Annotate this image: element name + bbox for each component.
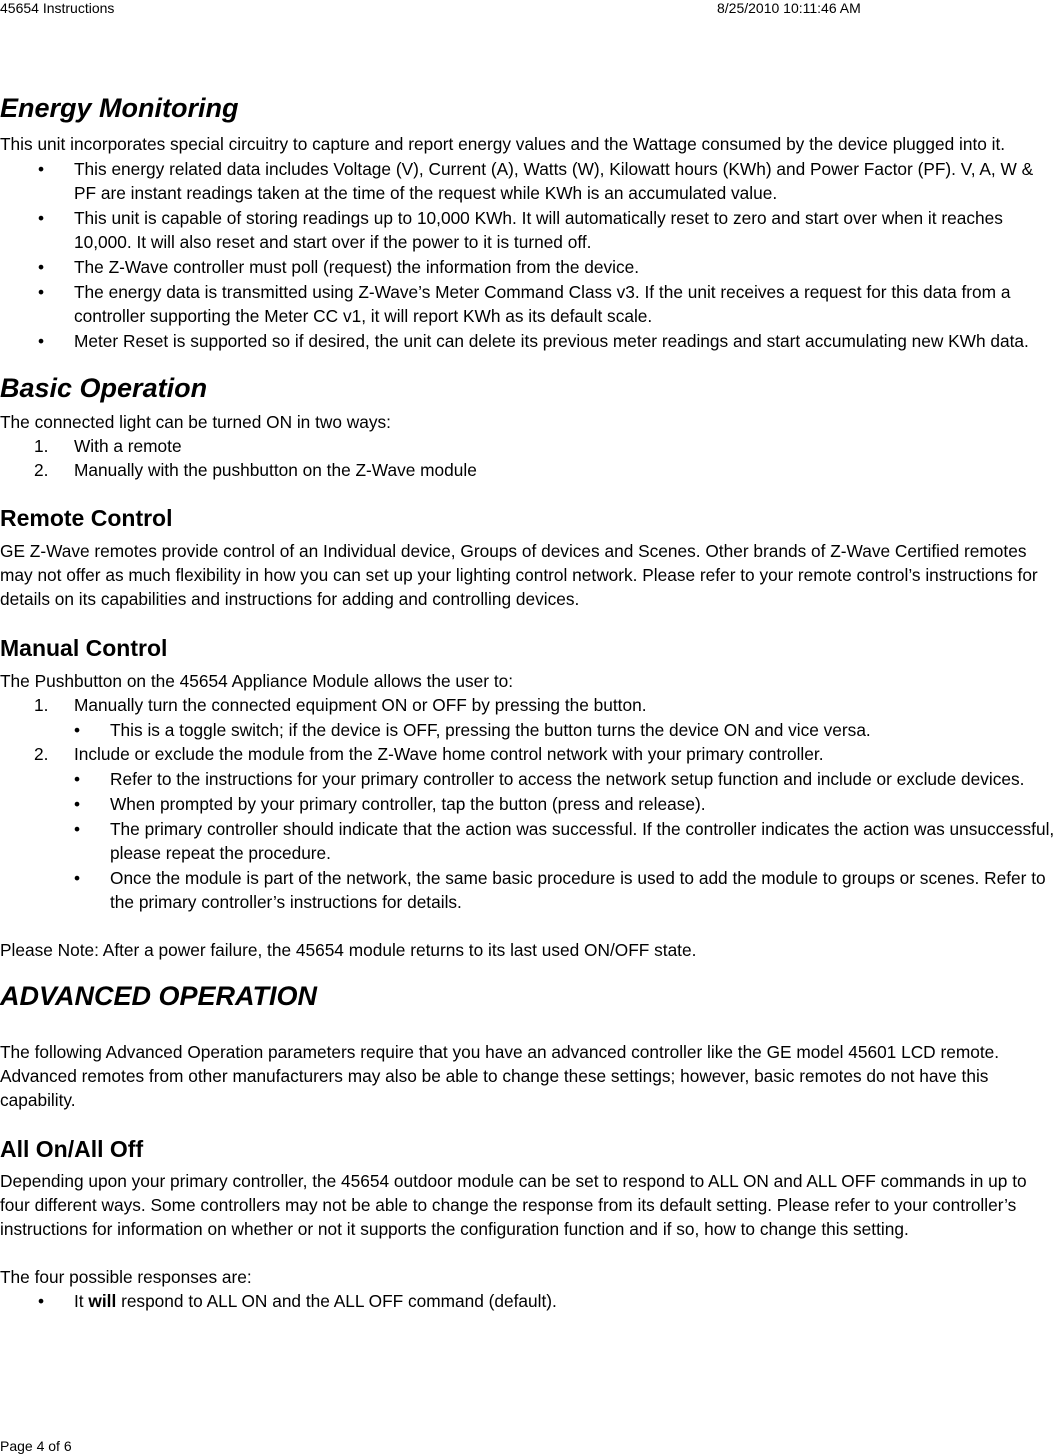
list-text: With a remote [74,436,182,456]
page-header [0,0,1058,18]
advanced-text: The following Advanced Operation parameters require that you have an advanced controller like the GE model 45601 LCD remote. Advanced remotes from other manufacturers may also be able to change these settings; however, basic remotes do not have this capability. [0,1042,1000,1110]
list-text: Manually with the pushbutton on the Z-Wave module [74,460,477,480]
basic-list-item [0,458,1058,482]
response-emphasis: will [88,1291,117,1311]
manual-sub-bullet: • Once the module is part of the network, the same basic procedure is used to add the module to groups or scenes. Refer to the primary controller’s instructions for details. [0,866,1058,914]
manual-list-item-1 [0,693,1058,717]
remote-control-text: GE Z-Wave remotes provide control of an Individual device, Groups of devices and Scenes. Other brands of Z-Wave Certified remotes may not offer as much flexibility in how you can set up your lighting control network. Please refer to your remote control’s instructions for details on its capabilities and instructions for adding and controlling devices. [0,541,1038,609]
energy-bullet-list [0,157,1058,353]
remote-control-heading: Remote Control [0,505,173,531]
list-number: 1. [34,695,49,715]
advanced-operation-heading: ADVANCED OPERATION [0,981,318,1011]
manual-sub-bullet: • Refer to the instructions for your primary controller to access the network setup function and include or exclude devices. [0,767,1058,791]
list-number: 2. [34,744,49,764]
energy-bullet: • Meter Reset is supported so if desired, the unit can delete its previous meter readings and start accumulating new KWh data. [0,329,1058,353]
list-text: Manually turn the connected equipment ON or OFF by pressing the button. [74,695,647,715]
manual-item2-bullets [0,767,1058,914]
energy-bullet: • The energy data is transmitted using Z-Wave’s Meter Command Class v3. If the unit receives a request for this data from a controller supporting the Meter CC v1, it will report KWh as its default scale. [0,280,1058,328]
all-on-all-off-heading: All On/All Off [0,1136,144,1162]
manual-control-heading: Manual Control [0,635,168,661]
manual-list-item-2 [0,742,1058,766]
basic-operation-heading: Basic Operation [0,373,208,403]
energy-bullet: • This energy related data includes Voltage (V), Current (A), Watts (W), Kilowatt hours (KWh) and Power Factor (PF). V, A, W & PF are instant readings taken at the time of the request while KWh is an accumulated value. [0,157,1058,205]
energy-bullet: • The Z-Wave controller must poll (request) the information from the device. [0,255,1058,279]
manual-sub-bullet: • When prompted by your primary controller, tap the button (press and release). [0,792,1058,816]
list-number: 1. [34,436,49,456]
power-failure-note: Please Note: After a power failure, the 45654 module returns to its last used ON/OFF state. [0,940,697,960]
manual-intro: The Pushbutton on the 45654 Appliance Module allows the user to: [0,671,514,691]
basic-list-item [0,434,1058,458]
response-text: It [74,1291,89,1311]
page-footer: Page 4 of 6 [0,1438,72,1454]
all-on-all-off-text: Depending upon your primary controller, the 45654 outdoor module can be set to respond to ALL ON and ALL OFF commands in up to four different ways. Some controllers may not be able to change the response from its default setting. Please refer to your controller’s instructions for information on whether or not it supports the configuration function and if so, how to change this setting. [0,1171,1027,1239]
header-datetime: 8/25/2010 10:11:46 AM [717,0,861,16]
energy-monitoring-heading: Energy Monitoring [0,93,239,123]
header-doc-title: 45654 Instructions [0,0,115,16]
document-body [0,92,1058,1313]
energy-intro: This unit incorporates special circuitry to capture and report energy values and the Wattage consumed by the device plugged into it. [0,134,1006,154]
responses-list [0,1289,1058,1313]
basic-intro: The connected light can be turned ON in two ways: [0,412,391,432]
list-number: 2. [34,460,49,480]
manual-sub-bullet: • The primary controller should indicate that the action was successful. If the controller indicates the action was unsuccessful, please repeat the procedure. [0,817,1058,865]
manual-sub-bullet: • This is a toggle switch; if the device is OFF, pressing the button turns the device ON and vice versa. [0,718,1058,742]
list-text: Include or exclude the module from the Z-Wave home control network with your primary controller. [74,744,824,764]
responses-intro: The four possible responses are: [0,1267,252,1287]
energy-bullet: • This unit is capable of storing readings up to 10,000 KWh. It will automatically reset to zero and start over when it reaches 10,000. It will also reset and start over if the power to it is turned off. [0,206,1058,254]
manual-item1-bullets [0,718,1058,742]
response-bullet [0,1289,1058,1313]
response-text: respond to ALL ON and the ALL OFF command (default). [116,1291,557,1311]
basic-numbered-list [0,434,1058,482]
